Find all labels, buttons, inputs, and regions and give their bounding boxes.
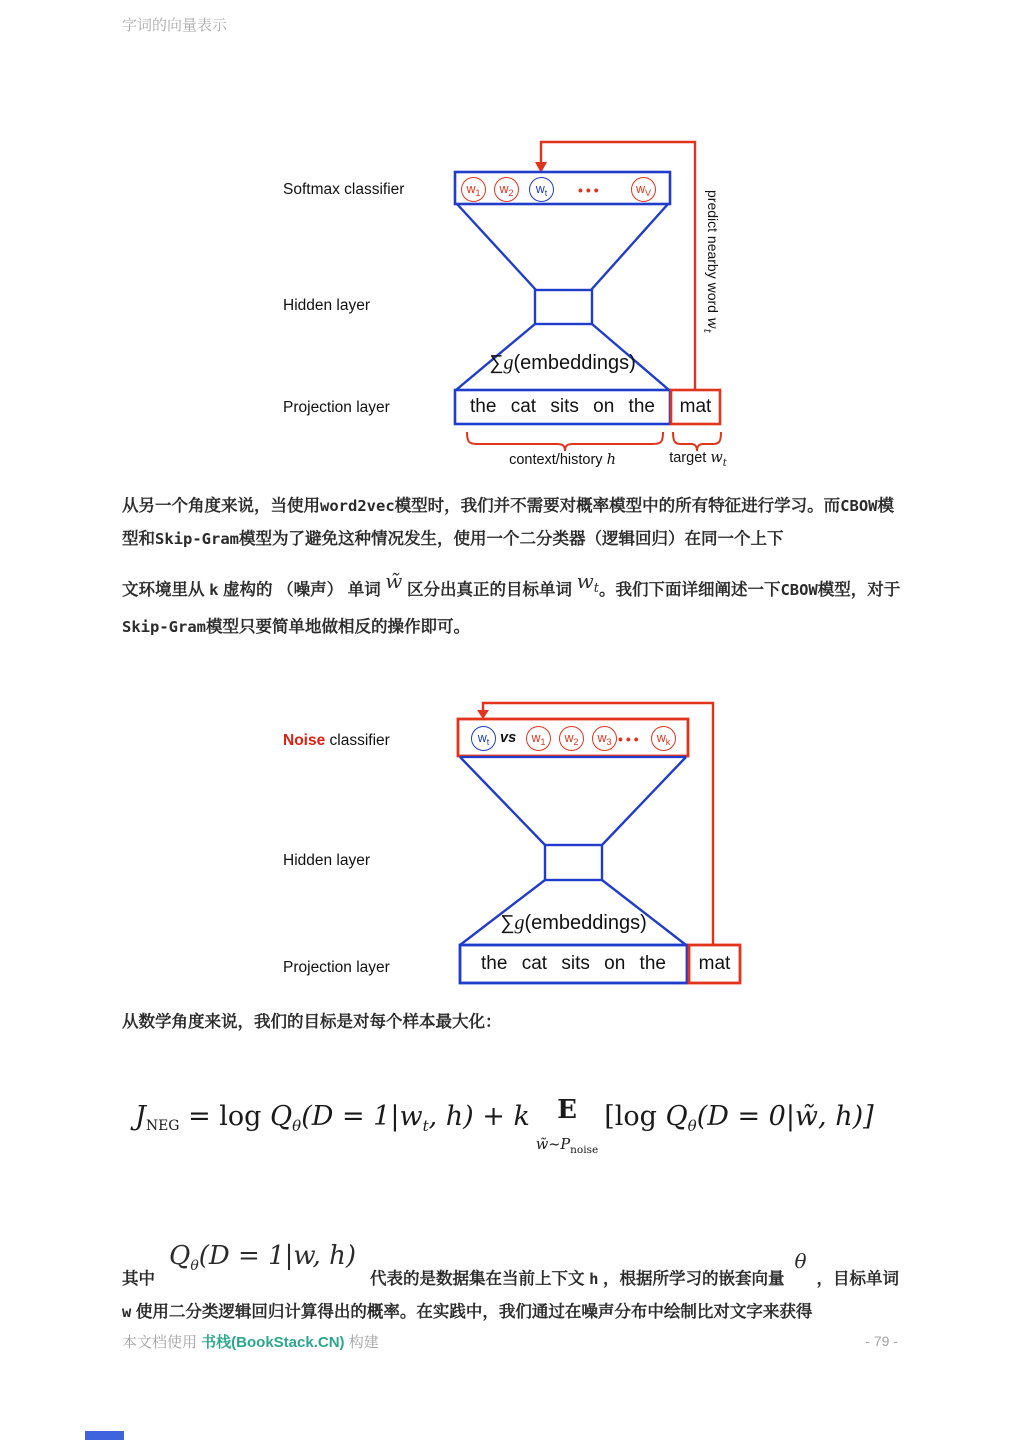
- diagram2-funnel-line: [602, 757, 686, 845]
- node-sub: V: [645, 187, 652, 198]
- theta-sub: θ: [190, 1258, 199, 1274]
- diagram2-target-word: mat: [698, 953, 731, 974]
- node-base: w: [477, 731, 487, 746]
- node-sub: 1: [475, 187, 481, 198]
- diagram1-node-w2: [494, 177, 519, 202]
- diagram1-classifier-label: Softmax classifier: [283, 181, 405, 198]
- t-sub: t: [422, 1117, 429, 1135]
- k-var: k: [209, 581, 219, 599]
- diagram1-target-brace: [673, 432, 721, 451]
- target-label-text: target: [669, 450, 711, 466]
- wt-base: w: [576, 569, 594, 593]
- noise-sub: noise: [570, 1143, 599, 1156]
- diagram1-funnel-line: [457, 204, 536, 290]
- text-run: ，目标单词: [816, 1270, 900, 1288]
- code-run: CBOW: [840, 497, 878, 515]
- diagram1-projection-label: Projection layer: [283, 399, 390, 416]
- code-run: Skip-Gram: [155, 530, 239, 548]
- text-run: 使用二分类逻辑回归计算得出的概率。在实践中，我们通过在噪声分布中绘制比对文字来获得: [131, 1303, 813, 1321]
- node-sub: k: [665, 736, 671, 747]
- target-label-sub: t: [722, 457, 727, 469]
- Q-var: Q: [169, 1241, 191, 1271]
- node-base: w: [564, 731, 574, 746]
- paragraph-3: 从数学角度来说，我们的目标是对每个样本最大化：: [122, 1013, 502, 1031]
- context-label-text: context/history: [509, 452, 607, 468]
- theta-sub: θ: [687, 1117, 697, 1135]
- diagram1-ellipsis: •••: [578, 182, 602, 198]
- theta-sub: θ: [292, 1117, 302, 1135]
- node-sub: 2: [508, 187, 514, 198]
- diagram1-side-label: [701, 190, 721, 333]
- code-run: word2vec: [320, 497, 395, 515]
- diagram1-funnel-line: [591, 204, 668, 290]
- text-run: 模型为了避免这种情况发生，使用一个二分类器（逻辑回归）在同一个上下: [239, 530, 784, 548]
- node-base: w: [635, 182, 645, 197]
- bracket-log: [log: [604, 1101, 666, 1132]
- footer: [122, 1331, 379, 1352]
- Q-var: Q: [270, 1101, 293, 1132]
- code-run: Skip-Gram: [122, 618, 206, 636]
- diagram1-target-brace-label: [653, 450, 743, 469]
- theta-var: θ: [794, 1249, 807, 1273]
- diagram2-projection-label: Projection layer: [283, 959, 390, 976]
- node-base: w: [531, 731, 541, 746]
- node-base: w: [656, 731, 666, 746]
- page-header-title: 字词的向量表示: [122, 17, 228, 34]
- q-term: (D = 1|w, h): [198, 1241, 356, 1271]
- J-var: J: [135, 1101, 146, 1132]
- text-run: 虚构的 （噪声） 单词: [218, 581, 386, 599]
- formula-q-inline: [169, 1240, 356, 1283]
- context-label-var: h: [606, 452, 616, 468]
- node-sub: 3: [606, 736, 612, 747]
- term2: , h) + k: [428, 1101, 530, 1132]
- text-run: 。我们下面详细阐述一下: [598, 581, 781, 599]
- text-run: 模型只要简单地做相反的操作即可。: [206, 618, 470, 636]
- embeddings-text: (embeddings): [524, 912, 647, 934]
- embeddings-text: (embeddings): [513, 352, 636, 374]
- diagram2-embeddings-label: [460, 912, 687, 935]
- w-var: w: [122, 1303, 132, 1321]
- diagram2-node-w2: [559, 726, 584, 751]
- diagram1-hidden-box: [535, 290, 592, 324]
- diagram2-node-w1: [526, 726, 551, 751]
- diagram1-hidden-label: Hidden layer: [283, 297, 371, 314]
- g-symbol: g: [514, 912, 525, 934]
- wt-sub: t: [593, 581, 599, 596]
- wt-math: [576, 569, 599, 596]
- text-run: 文环境里从: [122, 581, 210, 599]
- node-sub: 2: [573, 736, 579, 747]
- text-run: 模型时，我们并不需要对概率模型中的所有特征进行学习。而: [394, 497, 841, 515]
- side-label-text: predict nearby word: [705, 190, 721, 317]
- diagram1-context-brace: [467, 432, 663, 451]
- code-run: CBOW: [780, 581, 818, 599]
- text-run: 模型和: [122, 497, 894, 548]
- node-base: w: [499, 182, 509, 197]
- node-base: w: [535, 182, 545, 197]
- page-bottom-marker: [85, 1431, 124, 1440]
- paragraph-4: [122, 1240, 902, 1329]
- wtilde-math: w̃: [385, 569, 403, 593]
- diagram2-vs-label: vs: [500, 730, 517, 746]
- paragraph-1: [122, 490, 902, 556]
- diagram2-node-wk: [651, 726, 676, 751]
- diagram2-hidden-box: [545, 845, 602, 880]
- page-number: - 79 -: [865, 1333, 898, 1349]
- text-run: 其中: [122, 1270, 155, 1288]
- sum-symbol: ∑: [500, 912, 515, 934]
- text-run: 代表的是数据集在当前上下文: [369, 1270, 590, 1288]
- diagram2-node-w3: [592, 726, 617, 751]
- node-base: w: [466, 182, 476, 197]
- diagram1-node-wV: [631, 177, 656, 202]
- side-label-sub: t: [701, 328, 713, 333]
- Q-var: Q: [665, 1101, 688, 1132]
- text-run: 区分出真正的目标单词: [402, 581, 577, 599]
- sum-symbol: ∑: [489, 352, 504, 374]
- diagram1-node-w1: [461, 177, 486, 202]
- text-run: ，根据所学习的嵌套向量: [598, 1270, 785, 1288]
- diagram2-ellipsis: •••: [618, 731, 642, 747]
- node-sub: t: [544, 187, 548, 198]
- target-label-var: w: [710, 450, 723, 466]
- diagram1-node-wt: [529, 177, 554, 202]
- noise-word: Noise: [283, 732, 326, 749]
- term3: (D = 0|w̃, h)]: [696, 1101, 874, 1132]
- formula-jneg: [135, 1094, 874, 1158]
- diagram2-classifier-label: [283, 732, 390, 750]
- text-run: 模型，对于: [817, 581, 901, 599]
- footer-text: 构建: [344, 1334, 379, 1351]
- node-base: w: [597, 731, 607, 746]
- diagram2-node-wt: [471, 726, 496, 751]
- diagram2-context-words: the cat sits on the: [481, 953, 666, 974]
- term1: (D = 1|w: [301, 1101, 423, 1132]
- expectation-block: [536, 1094, 598, 1158]
- node-sub: t: [486, 736, 490, 747]
- text-run: 从另一个角度来说，当使用: [122, 497, 320, 515]
- diagram2-hidden-label: Hidden layer: [283, 852, 371, 869]
- side-label-var: w: [704, 316, 720, 329]
- expectation-sub: [535, 1137, 599, 1156]
- expectation-E: E: [557, 1095, 577, 1125]
- equals-log: = log: [179, 1101, 271, 1132]
- bookstack-link[interactable]: 书栈(BookStack.CN): [201, 1334, 345, 1351]
- NEG-sub: NEG: [145, 1118, 180, 1134]
- diagram1-embeddings-label: [455, 352, 670, 375]
- diagram1-context-words: the cat sits on the: [470, 396, 655, 417]
- diagram2-funnel-line: [460, 757, 545, 845]
- expectation-dist: w̃∼P: [535, 1137, 571, 1153]
- classifier-word: classifier: [325, 732, 390, 749]
- diagram1-target-word: mat: [679, 396, 712, 417]
- node-sub: 1: [540, 736, 546, 747]
- h-var: h: [589, 1270, 599, 1288]
- g-symbol: g: [503, 352, 514, 374]
- paragraph-2: [122, 563, 902, 646]
- footer-text: 本文档使用: [122, 1334, 202, 1351]
- diagram1-context-brace-label: [455, 452, 670, 468]
